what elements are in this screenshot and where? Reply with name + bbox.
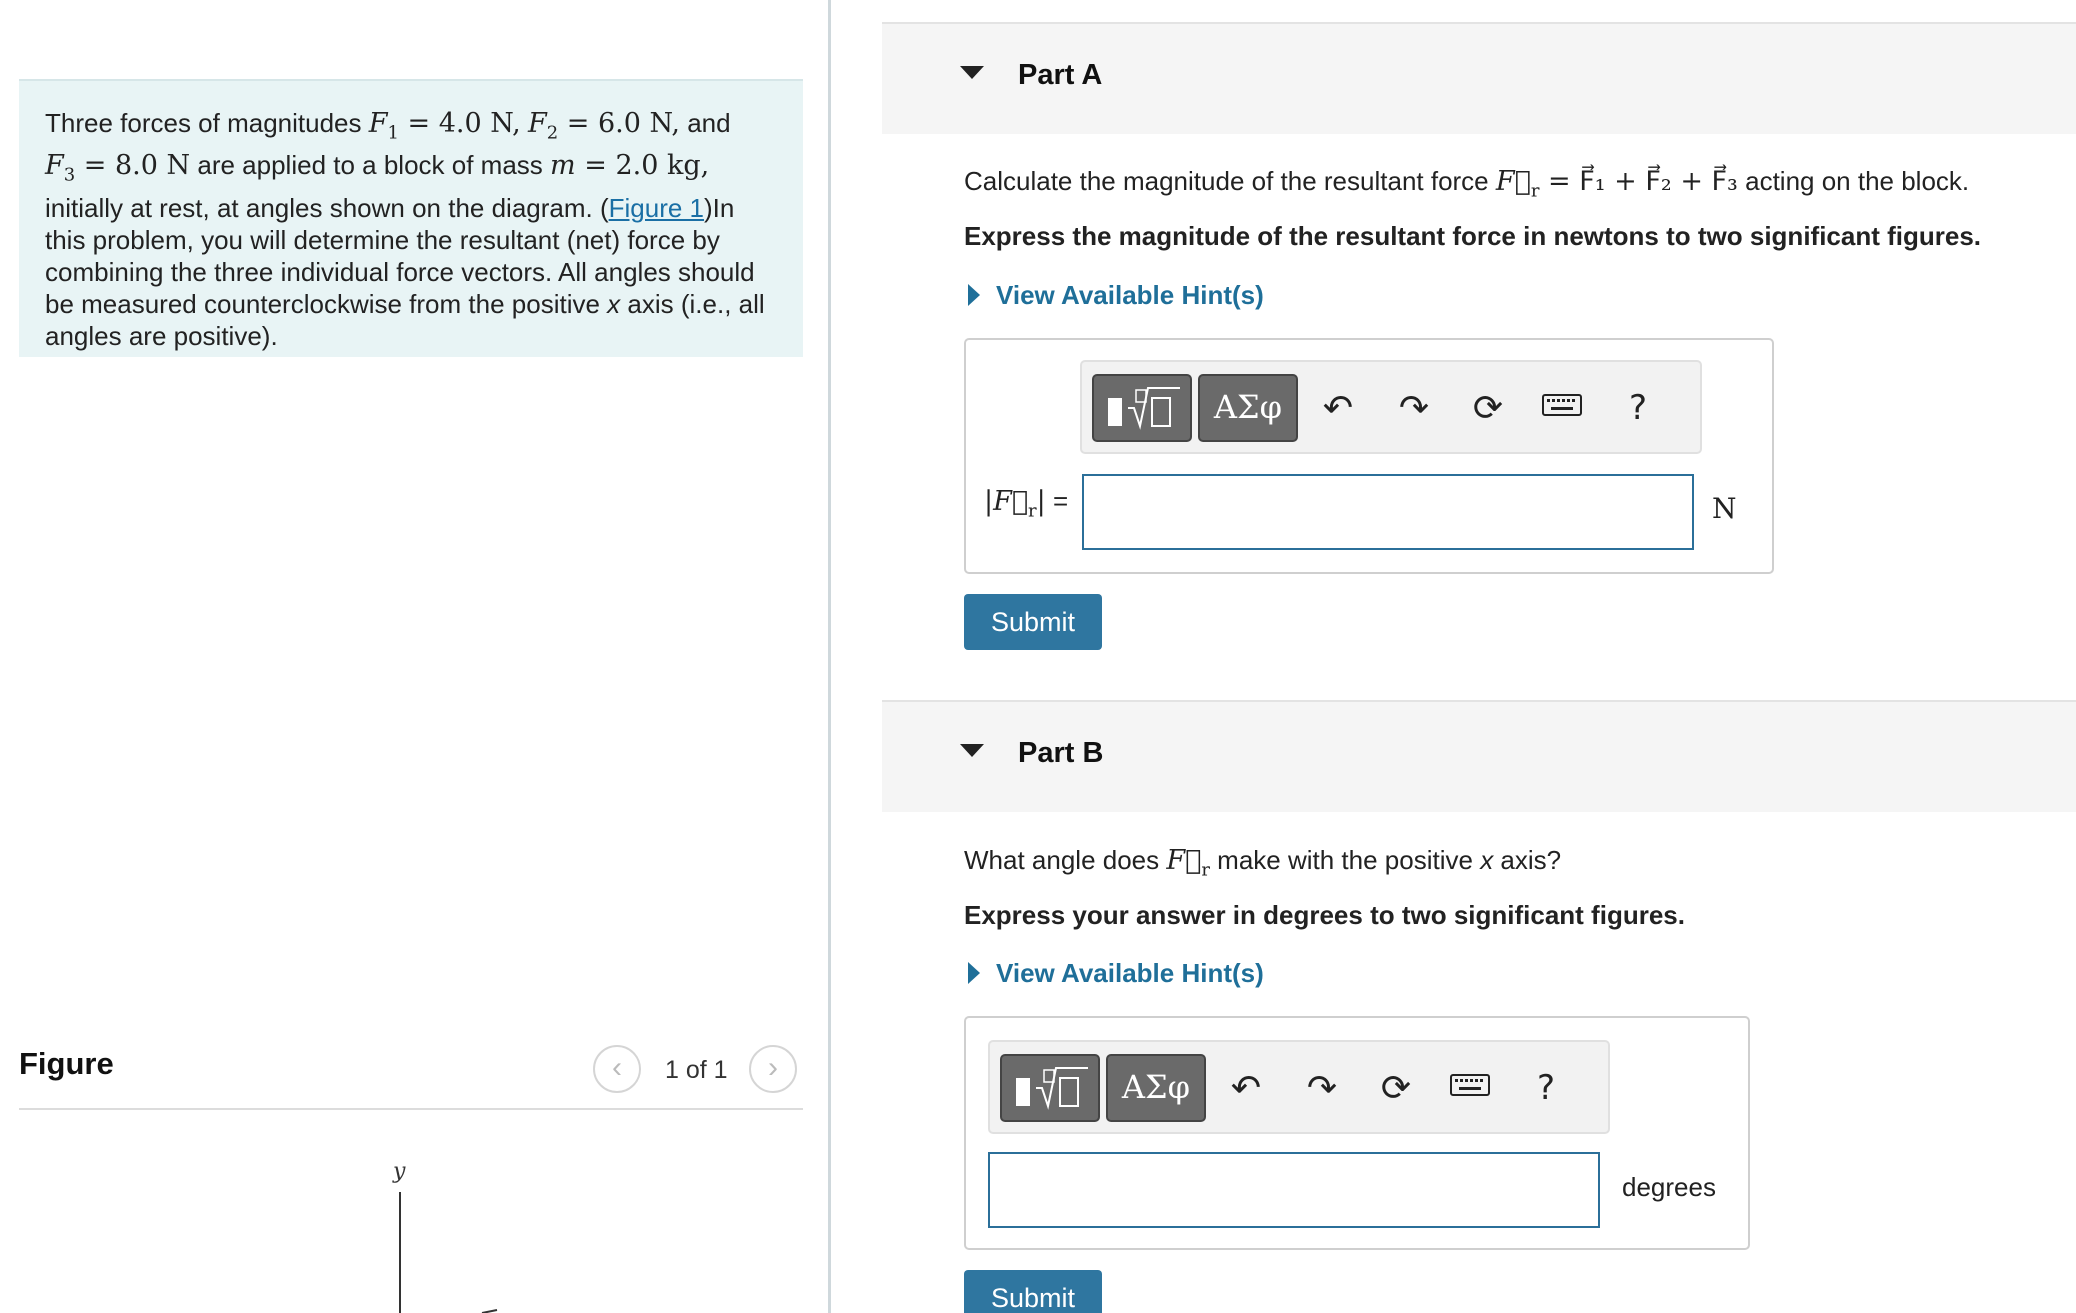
pane-divider[interactable] xyxy=(828,0,831,1313)
redo-icon[interactable]: ↷ xyxy=(1398,387,1430,428)
part-a-submit-button[interactable]: Submit xyxy=(964,594,1102,650)
problem-line-7: angles are positive). xyxy=(45,320,278,351)
mass-expression: m = 2.0 kg, xyxy=(550,150,710,182)
reset-icon[interactable]: ⟳ xyxy=(1380,1067,1412,1108)
collapse-caret-icon xyxy=(960,744,984,757)
next-figure-button[interactable] xyxy=(749,1045,797,1093)
unit-label-degrees: degrees xyxy=(1622,1172,1716,1202)
greek-symbols-button[interactable]: ΑΣφ xyxy=(1198,374,1298,442)
figure-header xyxy=(19,1036,803,1110)
problem-text: Three forces of magnitudes xyxy=(45,108,362,138)
problem-line-4: this problem, you will determine the resultant (net) force by xyxy=(45,224,720,255)
redo-icon[interactable]: ↷ xyxy=(1306,1067,1338,1108)
problem-text: )In xyxy=(704,192,735,223)
part-a-header[interactable] xyxy=(882,22,2076,134)
magnitude-input[interactable] xyxy=(1082,474,1694,550)
problem-text: are applied to a block of mass xyxy=(197,150,543,181)
collapse-caret-icon xyxy=(960,66,984,79)
part-b-answer-box xyxy=(964,1016,1750,1250)
force-diagram xyxy=(19,1112,803,1313)
hint-link[interactable]: View Available Hint(s) xyxy=(996,958,1264,988)
chevron-right-icon: › xyxy=(768,1051,778,1084)
keyboard-icon[interactable] xyxy=(1446,1064,1494,1112)
f3-expression: $F_3 = 8.0$ N xyxy=(45,150,191,186)
problem-line-2 xyxy=(45,149,777,191)
problem-pane xyxy=(0,0,828,1313)
problem-line-3 xyxy=(45,192,777,224)
f2-expression: $F_2 = 6.0$ N, xyxy=(527,108,680,144)
part-b-header[interactable] xyxy=(882,700,2076,812)
problem-line-6: be measured counterclockwise from the positive x axis (i.e., all xyxy=(45,288,765,319)
expand-caret-icon xyxy=(968,284,980,306)
part-b-question: What angle does $F⃗_r$ make with the positive x axis? xyxy=(964,845,1562,881)
part-b-instruction: Express your answer in degrees to two significant figures. xyxy=(964,900,1685,930)
greek-symbols-button[interactable]: ΑΣφ xyxy=(1106,1054,1206,1122)
angle-input[interactable] xyxy=(988,1152,1600,1228)
part-b-title: Part B xyxy=(1018,737,1104,769)
previous-figure-button[interactable] xyxy=(593,1045,641,1093)
chevron-left-icon: ‹ xyxy=(612,1051,622,1084)
part-a-title: Part A xyxy=(1018,59,1103,91)
unit-label-n: N xyxy=(1712,492,1737,525)
y-axis-label: y xyxy=(393,1159,406,1184)
problem-line-5: combining the three individual force vectors. All angles should xyxy=(45,256,755,287)
resultant-equation: $F⃗_r$ = F⃗₁ + F⃗₂ + F⃗₃ xyxy=(1495,166,1738,202)
figure-title: Figure xyxy=(19,1046,114,1081)
part-a-question: Calculate the magnitude of the resultant force $F⃗_r$ = F⃗₁ + F⃗₂ + F⃗₃ acting on the block. xyxy=(964,166,1970,202)
keyboard-icon[interactable] xyxy=(1538,384,1586,432)
expand-caret-icon xyxy=(968,962,980,984)
hint-link[interactable]: View Available Hint(s) xyxy=(996,280,1264,310)
part-b-submit-button[interactable]: Submit xyxy=(964,1270,1102,1313)
math-toolbar xyxy=(1080,360,1702,454)
questions-pane xyxy=(832,0,2076,1313)
f1-expression: $F_1 = 4.0$ N, xyxy=(368,108,521,144)
reset-icon[interactable]: ⟳ xyxy=(1472,387,1504,428)
part-a-answer-box xyxy=(964,338,1774,574)
problem-text: initially at rest, at angles shown on the diagram. ( xyxy=(45,192,609,223)
templates-icon xyxy=(1002,1056,1098,1120)
problem-text: and xyxy=(687,108,731,138)
figure-diagram xyxy=(19,1112,803,1313)
problem-line-1 xyxy=(45,107,777,149)
problem-statement xyxy=(19,79,803,357)
undo-icon[interactable]: ↶ xyxy=(1230,1067,1262,1108)
math-toolbar xyxy=(988,1040,1610,1134)
templates-icon xyxy=(1094,376,1190,440)
templates-button[interactable] xyxy=(1000,1054,1100,1122)
undo-icon[interactable]: ↶ xyxy=(1322,387,1354,428)
help-icon[interactable]: ? xyxy=(1628,388,1648,428)
part-a-instruction: Express the magnitude of the resultant force in newtons to two significant figures. xyxy=(964,221,1982,251)
magnitude-label: $|F⃗_r|$ = xyxy=(984,486,1069,522)
templates-button[interactable] xyxy=(1092,374,1192,442)
figure-link[interactable]: Figure 1 xyxy=(608,192,705,223)
figure-counter: 1 of 1 xyxy=(665,1056,728,1084)
help-icon[interactable]: ? xyxy=(1536,1068,1556,1108)
